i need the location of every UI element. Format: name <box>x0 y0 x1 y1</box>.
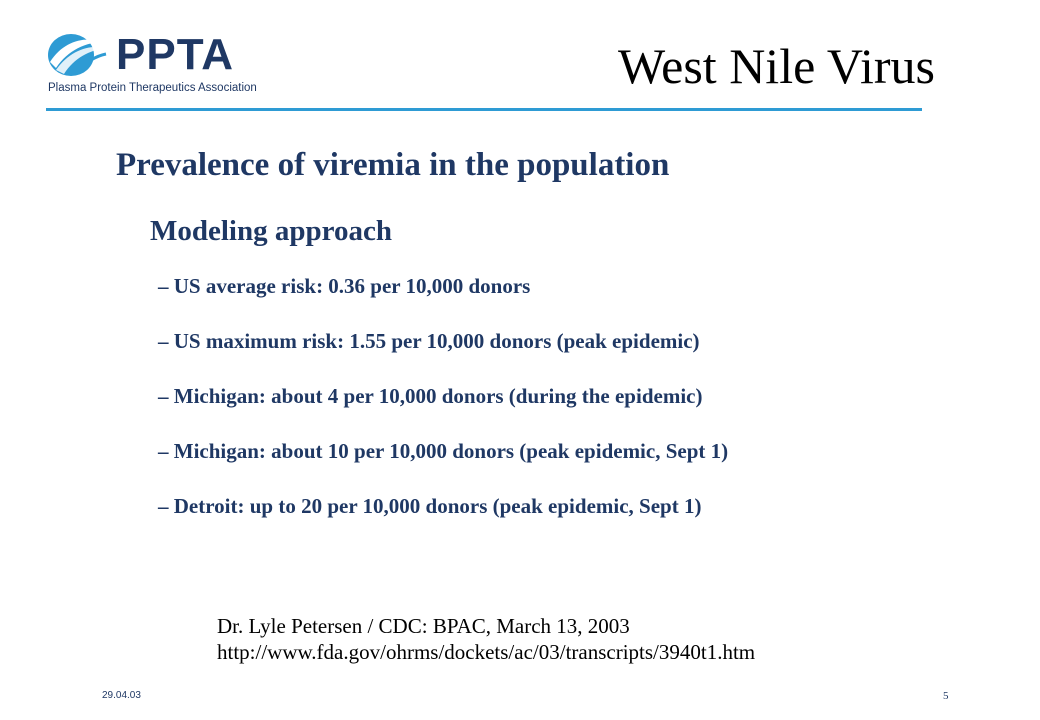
logo-subtitle: Plasma Protein Therapeutics Association <box>48 82 257 94</box>
ppta-logo <box>46 30 266 96</box>
bullet-item: – US maximum risk: 1.55 per 10,000 donors (peak epidemic) <box>158 329 700 353</box>
bullet-item: – Michigan: about 4 per 10,000 donors (during the epidemic) <box>158 384 703 408</box>
slide-title: West Nile Virus <box>617 38 935 94</box>
citation-url: http://www.fda.gov/ohrms/dockets/ac/03/transcripts/3940t1.htm <box>217 640 756 664</box>
slide-heading: Prevalence of viremia in the population <box>116 147 670 183</box>
footer-date: 29.04.03 <box>102 690 141 701</box>
logo-wordmark: PPTA <box>116 30 235 79</box>
globe-swoosh-icon <box>46 32 108 78</box>
title-divider <box>46 108 922 111</box>
citation <box>217 613 755 665</box>
bullet-item: – Detroit: up to 20 per 10,000 donors (peak epidemic, Sept 1) <box>158 494 702 518</box>
bullet-item: – US average risk: 0.36 per 10,000 donors <box>158 274 531 298</box>
citation-source: Dr. Lyle Petersen / CDC: BPAC, March 13, 2003 <box>217 614 630 638</box>
slide-subheading: Modeling approach <box>150 215 392 247</box>
bullet-item: – Michigan: about 10 per 10,000 donors (peak epidemic, Sept 1) <box>158 439 729 463</box>
page-number: 5 <box>943 690 949 702</box>
